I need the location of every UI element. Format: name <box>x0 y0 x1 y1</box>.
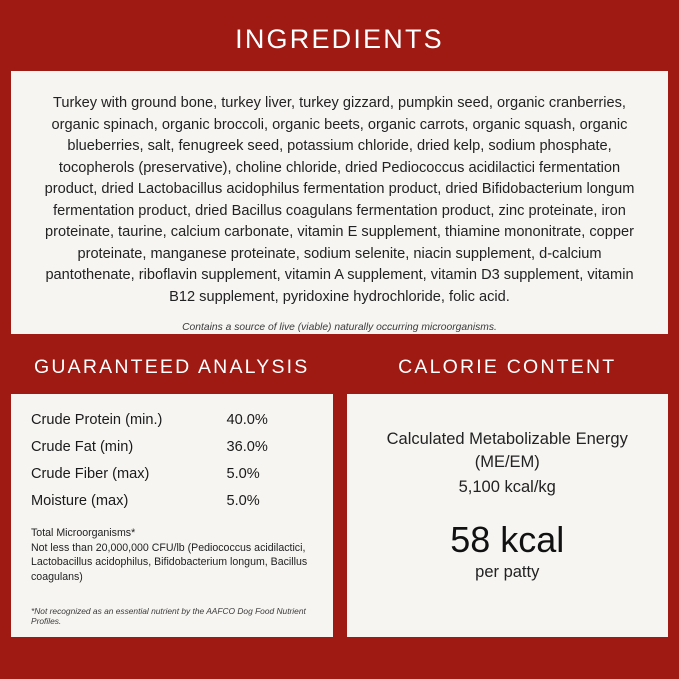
bottom-sections <box>8 356 671 637</box>
nutrient-label: Crude Fat (min) <box>31 439 134 455</box>
guaranteed-analysis-table <box>31 412 313 520</box>
per-patty-value: 58 kcal <box>450 519 565 560</box>
ingredients-note: Contains a source of live (viable) naturally occurring microorganisms. <box>182 322 497 333</box>
nutrient-label: Crude Fiber (max) <box>31 466 150 482</box>
nutrient-value: 5.0% <box>226 493 260 509</box>
guaranteed-analysis-footnote: *Not recognized as an essential nutrient by the AAFCO Dog Food Nutrient Profiles. <box>31 606 306 626</box>
nutrient-label: Crude Protein (min.) <box>31 412 163 428</box>
guaranteed-analysis-column <box>11 356 333 637</box>
calorie-content-column <box>347 356 669 637</box>
guaranteed-analysis-title: GUARANTEED ANALYSIS <box>33 356 310 378</box>
table-row <box>31 466 313 482</box>
microorganisms-heading: Total Microorganisms* <box>31 527 136 539</box>
per-patty-label: per patty <box>475 563 540 581</box>
nutrient-value: 5.0% <box>226 466 260 482</box>
ingredients-body: Turkey with ground bone, turkey liver, turkey gizzard, pumpkin seed, organic cranberries, organic spinach, organic broccoli, organic beets, organic carrots, organic squash, organic blueberries, salt, fenugreek seed, potassium chloride, dried kelp, sodium phosphate, tocopherols (preservative), choline chloride, dried Pediococcus acidilactici fermentation product, dried Lactobacillus acidophilus fermentation product, dried Bifidobacterium longum fermentation product, dried Bacillus coagulans fermentation product, zinc proteinate, iron proteinate, taurine, calcium carbonate, vitamin E supplement, thiamine mononitrate, copper proteinate, manganese proteinate, sodium selenite, niacin supplement, d-calcium pantothenate, riboflavin supplement, vitamin A supplement, vitamin D3 supplement, vitamin B12 supplement, pyridoxine hydrochloride, folic acid. <box>44 95 635 305</box>
ingredients-title: INGREDIENTS <box>235 24 444 54</box>
calorie-content-title: CALORIE CONTENT <box>398 356 617 378</box>
metabolizable-energy-label: Calculated Metabolizable Energy (ME/EM) <box>386 430 628 471</box>
table-row <box>31 412 313 428</box>
nutrient-value: 40.0% <box>226 412 268 428</box>
table-row <box>31 439 313 455</box>
microorganisms-block <box>31 526 313 584</box>
ingredients-panel <box>11 71 668 334</box>
guaranteed-analysis-panel <box>11 394 333 637</box>
calorie-content-panel <box>347 394 669 637</box>
nutrient-label: Moisture (max) <box>31 493 129 509</box>
table-row <box>31 493 313 509</box>
nutrient-value: 36.0% <box>226 439 268 455</box>
microorganisms-text: Not less than 20,000,000 CFU/lb (Pediococcus acidilactici, Lactobacillus acidophilus, Bifidobacterium longum, Bacillus coagulans) <box>31 541 308 583</box>
metabolizable-energy-value: 5,100 kcal/kg <box>458 478 556 496</box>
